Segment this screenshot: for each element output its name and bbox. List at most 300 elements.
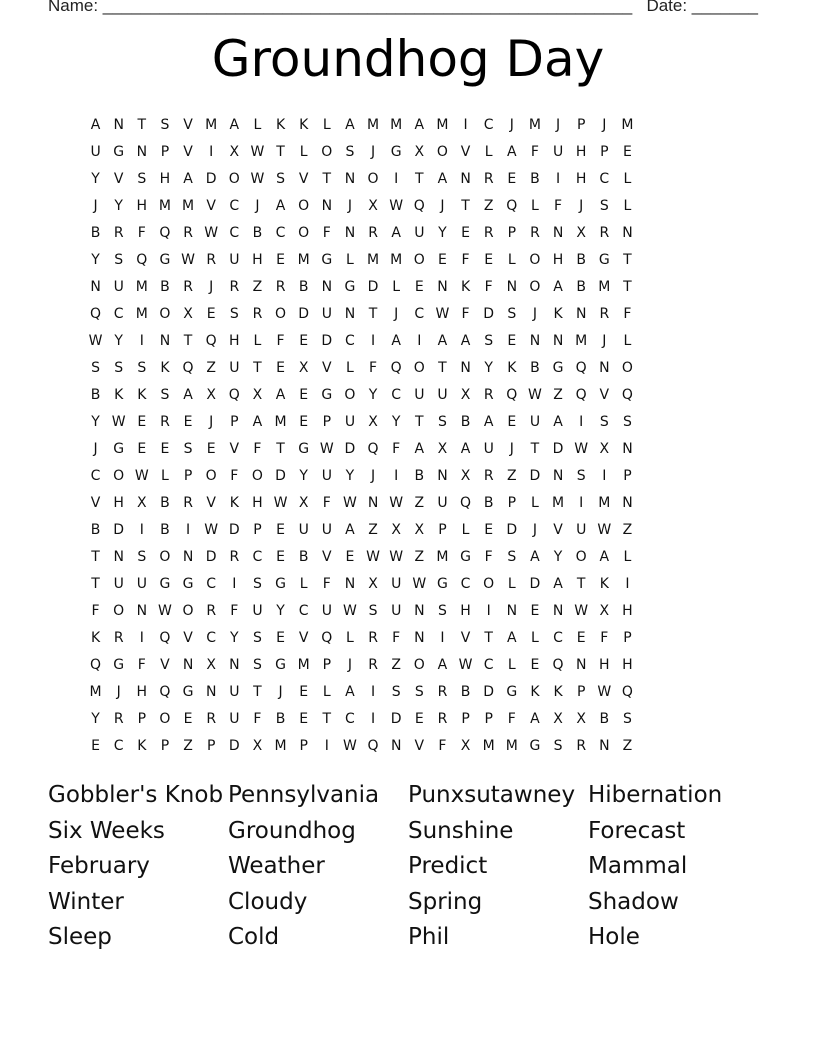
grid-letter: S — [160, 386, 170, 403]
grid-letter: A — [599, 548, 610, 565]
grid-letter: G — [275, 656, 286, 673]
grid-letter: Q — [136, 251, 148, 268]
grid-letter: U — [437, 386, 448, 403]
grid-letter: O — [182, 602, 194, 619]
grid-letter: W — [597, 683, 612, 700]
grid-letter: I — [185, 521, 191, 538]
grid-letter: W — [250, 170, 265, 187]
grid-letter: O — [228, 170, 240, 187]
grid-letter: Z — [183, 737, 193, 754]
grid-letter: N — [575, 656, 587, 673]
grid-letter: I — [139, 629, 144, 646]
grid-letter: H — [575, 143, 587, 160]
grid-letter: C — [553, 629, 563, 646]
grid-letter: T — [368, 305, 378, 322]
grid-letter: O — [113, 602, 125, 619]
grid-letter: Q — [552, 656, 564, 673]
grid-letter: W — [343, 602, 357, 619]
grid-letter: O — [413, 251, 425, 268]
grid-letter: F — [507, 710, 516, 727]
grid-letter: M — [135, 278, 148, 295]
grid-letter: S — [599, 197, 609, 214]
grid-letter: E — [414, 278, 424, 295]
grid-letter: J — [347, 197, 352, 214]
grid-letter: A — [183, 170, 193, 187]
grid-letter: D — [506, 521, 518, 538]
grid-letter: Z — [622, 737, 633, 754]
grid-letter: N — [575, 305, 587, 322]
grid-letter: N — [229, 656, 240, 673]
grid-letter: J — [394, 305, 399, 322]
grid-letter: T — [623, 251, 632, 268]
grid-letter: F — [484, 548, 493, 565]
grid-letter: V — [183, 143, 193, 160]
page-title: Groundhog Day — [211, 30, 605, 88]
grid-letter: K — [114, 386, 124, 403]
word-list-item: Cold — [228, 924, 280, 951]
grid-letter: M — [505, 737, 518, 754]
grid-letter: B — [530, 170, 540, 187]
grid-row — [84, 624, 732, 651]
grid-letter: A — [437, 656, 448, 673]
grid-letter: J — [370, 467, 376, 484]
grid-letter: G — [344, 278, 356, 295]
grid-letter: L — [623, 332, 632, 349]
grid-letter: N — [113, 548, 124, 565]
grid-letter: Z — [391, 656, 401, 673]
grid-letter: W — [574, 440, 589, 457]
grid-letter: M — [274, 737, 287, 754]
grid-letter: B — [530, 359, 540, 376]
grid-letter: S — [183, 440, 193, 457]
grid-letter: T — [530, 440, 540, 457]
word-list-item: Gobbler's Knob — [48, 782, 224, 808]
grid-letter: S — [622, 710, 632, 727]
grid-letter: F — [137, 656, 146, 673]
grid-letter: H — [136, 683, 148, 700]
grid-letter: N — [506, 602, 518, 619]
grid-row — [84, 678, 732, 705]
grid-letter: D — [529, 467, 541, 484]
grid-letter: B — [599, 710, 610, 727]
grid-letter: N — [113, 116, 124, 133]
grid-letter: Z — [553, 386, 563, 403]
grid-letter: P — [484, 710, 493, 727]
grid-letter: R — [113, 710, 124, 727]
grid-letter: Y — [114, 197, 123, 214]
grid-letter: Q — [90, 305, 102, 322]
grid-letter: F — [461, 305, 470, 322]
grid-letter: J — [209, 413, 214, 430]
grid-letter: K — [229, 494, 239, 511]
grid-letter: A — [483, 413, 494, 430]
grid-letter: F — [600, 629, 609, 646]
grid-letter: W — [88, 332, 103, 349]
grid-letter: D — [228, 521, 240, 538]
grid-letter: K — [530, 683, 540, 700]
word-list-item: Shadow — [588, 888, 679, 915]
grid-letter: I — [486, 602, 491, 619]
grid-letter: G — [321, 386, 333, 403]
grid-letter: C — [391, 386, 402, 403]
grid-letter: S — [507, 548, 517, 565]
grid-letter: I — [625, 575, 630, 592]
grid-letter: D — [275, 467, 286, 484]
grid-letter: X — [414, 521, 425, 538]
grid-letter: L — [346, 629, 354, 646]
word-list — [48, 778, 768, 956]
grid-letter: V — [160, 656, 170, 673]
grid-letter: C — [275, 224, 286, 241]
grid-letter: V — [206, 494, 216, 511]
grid-letter: E — [530, 602, 540, 619]
grid-letter: B — [252, 224, 263, 241]
grid-letter: C — [229, 197, 240, 214]
grid-letter: J — [509, 440, 514, 457]
grid-letter: D — [390, 710, 402, 727]
grid-letter: L — [531, 197, 539, 214]
grid-row — [84, 705, 732, 732]
grid-letter: W — [412, 575, 427, 592]
grid-letter: E — [276, 521, 285, 538]
grid-letter: A — [460, 440, 471, 457]
grid-letter: B — [414, 467, 425, 484]
grid-letter: Q — [321, 629, 333, 646]
word-list-item: Six Weeks — [48, 817, 165, 844]
grid-letter: F — [253, 440, 262, 457]
grid-letter: E — [484, 521, 494, 538]
grid-letter: O — [321, 143, 333, 160]
grid-letter: X — [298, 359, 309, 376]
grid-letter: N — [344, 170, 356, 187]
grid-letter: V — [113, 170, 124, 187]
grid-letter: R — [229, 548, 240, 565]
grid-letter: P — [600, 143, 609, 160]
grid-letter: B — [483, 494, 494, 511]
grid-letter: N — [182, 656, 194, 673]
grid-letter: H — [599, 656, 610, 673]
grid-letter: X — [252, 737, 263, 754]
grid-letter: M — [552, 494, 565, 511]
grid-letter: A — [460, 332, 471, 349]
grid-letter: R — [183, 278, 193, 295]
grid-letter: C — [599, 170, 610, 187]
grid-letter: W — [597, 521, 612, 538]
grid-letter: Y — [368, 386, 378, 403]
grid-letter: U — [344, 413, 356, 430]
grid-letter: P — [507, 494, 517, 511]
grid-letter: N — [344, 305, 356, 322]
grid-letter: E — [276, 359, 285, 376]
grid-letter: T — [276, 440, 285, 457]
grid-letter: V — [414, 737, 425, 754]
grid-letter: R — [206, 602, 217, 619]
grid-letter: Y — [91, 413, 100, 430]
grid-letter: Y — [438, 224, 447, 241]
grid-letter: W — [458, 656, 473, 673]
word-list-item: Groundhog — [228, 817, 356, 844]
grid-letter: N — [90, 278, 101, 295]
grid-letter: Y — [391, 413, 401, 430]
grid-letter: C — [460, 575, 471, 592]
grid-letter: J — [555, 116, 561, 133]
grid-letter: N — [460, 170, 471, 187]
grid-letter: U — [321, 521, 332, 538]
grid-letter: N — [437, 278, 448, 295]
grid-letter: M — [528, 116, 541, 133]
grid-letter: A — [391, 224, 401, 241]
grid-row — [84, 111, 732, 138]
grid-letter: E — [576, 629, 586, 646]
grid-letter: C — [90, 467, 101, 484]
grid-letter: U — [252, 602, 263, 619]
grid-letter: P — [507, 224, 517, 241]
grid-letter: T — [461, 197, 470, 214]
grid-letter: G — [113, 440, 125, 457]
grid-letter: Z — [414, 548, 425, 565]
grid-letter: R — [483, 467, 494, 484]
grid-letter: H — [229, 332, 240, 349]
grid-letter: P — [438, 521, 447, 538]
grid-letter: D — [552, 440, 564, 457]
grid-letter: W — [158, 602, 172, 619]
grid-letter: J — [509, 116, 514, 133]
grid-letter: X — [460, 386, 471, 403]
grid-letter: S — [137, 548, 147, 565]
word-list-item: Spring — [408, 888, 483, 915]
grid-letter: I — [370, 332, 376, 349]
grid-letter: M — [89, 683, 102, 700]
grid-letter: S — [553, 737, 563, 754]
grid-letter: I — [602, 467, 607, 484]
grid-letter: R — [437, 683, 448, 700]
grid-letter: O — [344, 386, 356, 403]
grid-letter: P — [137, 710, 147, 727]
grid-letter: D — [483, 683, 495, 700]
grid-letter: Q — [367, 737, 379, 754]
grid-letter: E — [276, 548, 285, 565]
word-list-item: Weather — [228, 853, 325, 880]
grid-letter: E — [206, 440, 216, 457]
grid-letter: Y — [91, 170, 100, 187]
grid-letter: O — [159, 548, 171, 565]
grid-letter: Z — [507, 467, 517, 484]
grid-letter: O — [298, 197, 310, 214]
grid-letter: Q — [367, 440, 379, 457]
grid-letter: S — [91, 359, 100, 376]
grid-letter: S — [276, 170, 285, 187]
grid-letter: Q — [228, 386, 240, 403]
grid-letter: V — [90, 494, 101, 511]
grid-letter: X — [298, 494, 309, 511]
grid-letter: F — [322, 494, 331, 511]
grid-letter: Z — [622, 521, 633, 538]
grid-letter: E — [507, 170, 517, 187]
grid-letter: B — [160, 521, 170, 538]
grid-letter: H — [252, 494, 263, 511]
grid-letter: X — [368, 575, 378, 592]
word-list-item: Phil — [408, 924, 450, 951]
grid-letter: F — [91, 602, 100, 619]
grid-letter: Y — [114, 332, 123, 349]
grid-letter: C — [113, 305, 124, 322]
grid-letter: T — [438, 359, 447, 376]
grid-letter: N — [205, 683, 217, 700]
grid-letter: M — [182, 197, 195, 214]
grid-letter: M — [390, 116, 403, 133]
grid-letter: M — [205, 116, 218, 133]
grid-letter: K — [507, 359, 517, 376]
grid-letter: E — [461, 224, 470, 241]
grid-letter: J — [602, 116, 607, 133]
grid-letter: D — [529, 575, 541, 592]
grid-letter: M — [436, 116, 449, 133]
grid-letter: X — [437, 440, 448, 457]
grid-letter: S — [252, 656, 262, 673]
grid-letter: D — [344, 440, 356, 457]
grid-letter: M — [367, 116, 380, 133]
grid-row — [84, 570, 732, 597]
grid-row — [84, 462, 732, 489]
grid-letter: X — [599, 440, 610, 457]
grid-letter: U — [90, 143, 101, 160]
grid-letter: A — [553, 278, 563, 295]
grid-row — [84, 597, 732, 624]
grid-letter: F — [322, 224, 331, 241]
grid-letter: O — [413, 359, 425, 376]
grid-letter: B — [576, 251, 586, 268]
grid-letter: G — [159, 251, 171, 268]
grid-letter: H — [622, 602, 633, 619]
grid-letter: T — [322, 170, 332, 187]
grid-letter: E — [530, 656, 540, 673]
grid-letter: N — [321, 197, 333, 214]
grid-letter: N — [622, 440, 633, 457]
grid-letter: V — [183, 629, 193, 646]
grid-letter: D — [228, 737, 240, 754]
grid-row — [84, 435, 732, 462]
grid-row — [84, 408, 732, 435]
grid-letter: B — [90, 386, 101, 403]
grid-letter: C — [345, 710, 355, 727]
grid-letter: R — [113, 629, 124, 646]
grid-letter: T — [183, 332, 193, 349]
grid-letter: J — [532, 305, 537, 322]
grid-letter: T — [415, 170, 424, 187]
grid-letter: D — [205, 548, 217, 565]
grid-letter: L — [346, 359, 354, 376]
grid-letter: M — [598, 494, 611, 511]
grid-letter: O — [483, 575, 495, 592]
grid-letter: I — [232, 575, 237, 592]
grid-letter: N — [321, 278, 333, 295]
grid-letter: I — [370, 710, 376, 727]
grid-row — [84, 219, 732, 246]
grid-letter: F — [137, 224, 146, 241]
grid-letter: L — [531, 629, 539, 646]
grid-letter: R — [252, 305, 263, 322]
grid-letter: Y — [276, 602, 285, 619]
grid-letter: F — [530, 143, 539, 160]
grid-letter: J — [209, 278, 214, 295]
grid-letter: R — [368, 224, 378, 241]
grid-row — [84, 246, 732, 273]
grid-letter: H — [136, 197, 148, 214]
grid-letter: Q — [90, 656, 102, 673]
grid-letter: U — [391, 575, 402, 592]
grid-letter: E — [206, 305, 216, 322]
grid-letter: L — [507, 251, 516, 268]
grid-letter: R — [368, 629, 378, 646]
grid-letter: L — [299, 143, 308, 160]
grid-letter: W — [574, 602, 589, 619]
grid-letter: N — [552, 224, 564, 241]
grid-letter: Z — [368, 521, 378, 538]
grid-letter: S — [368, 602, 378, 619]
grid-letter: X — [460, 467, 471, 484]
grid-letter: K — [137, 386, 147, 403]
grid-letter: B — [90, 224, 101, 241]
grid-letter: C — [483, 656, 494, 673]
grid-letter: F — [322, 575, 331, 592]
grid-letter: T — [322, 710, 332, 727]
grid-letter: A — [437, 170, 448, 187]
grid-letter: S — [114, 251, 124, 268]
grid-letter: S — [137, 170, 147, 187]
grid-letter: G — [159, 575, 171, 592]
grid-letter: U — [321, 602, 332, 619]
grid-letter: U — [321, 467, 332, 484]
grid-letter: W — [343, 494, 357, 511]
grid-letter: G — [113, 143, 125, 160]
grid-letter: G — [529, 737, 541, 754]
grid-letter: H — [113, 494, 124, 511]
grid-letter: S — [345, 143, 355, 160]
grid-letter: M — [297, 656, 310, 673]
grid-letter: S — [437, 413, 447, 430]
word-list-item: Mammal — [588, 853, 688, 880]
grid-letter: E — [137, 440, 147, 457]
grid-letter: X — [576, 224, 586, 241]
grid-letter: N — [552, 602, 564, 619]
grid-letter: K — [599, 575, 609, 592]
grid-letter: A — [183, 386, 193, 403]
grid-letter: E — [299, 332, 309, 349]
grid-letter: P — [623, 467, 632, 484]
grid-letter: M — [390, 251, 403, 268]
grid-letter: W — [273, 494, 288, 511]
grid-letter: J — [602, 332, 607, 349]
grid-letter: A — [414, 116, 425, 133]
grid-letter: O — [621, 359, 633, 376]
grid-letter: N — [622, 494, 633, 511]
grid-letter: M — [135, 305, 148, 322]
grid-letter: O — [205, 467, 217, 484]
grid-letter: I — [209, 143, 214, 160]
grid-letter: T — [253, 359, 262, 376]
grid-letter: O — [413, 656, 425, 673]
grid-letter: U — [529, 413, 541, 430]
grid-letter: Q — [205, 332, 217, 349]
grid-letter: B — [160, 278, 170, 295]
grid-letter: X — [553, 710, 563, 727]
grid-letter: C — [483, 116, 494, 133]
grid-letter: I — [394, 170, 399, 187]
grid-letter: T — [137, 116, 147, 133]
grid-letter: S — [137, 359, 147, 376]
grid-letter: R — [206, 251, 217, 268]
grid-letter: G — [113, 656, 125, 673]
